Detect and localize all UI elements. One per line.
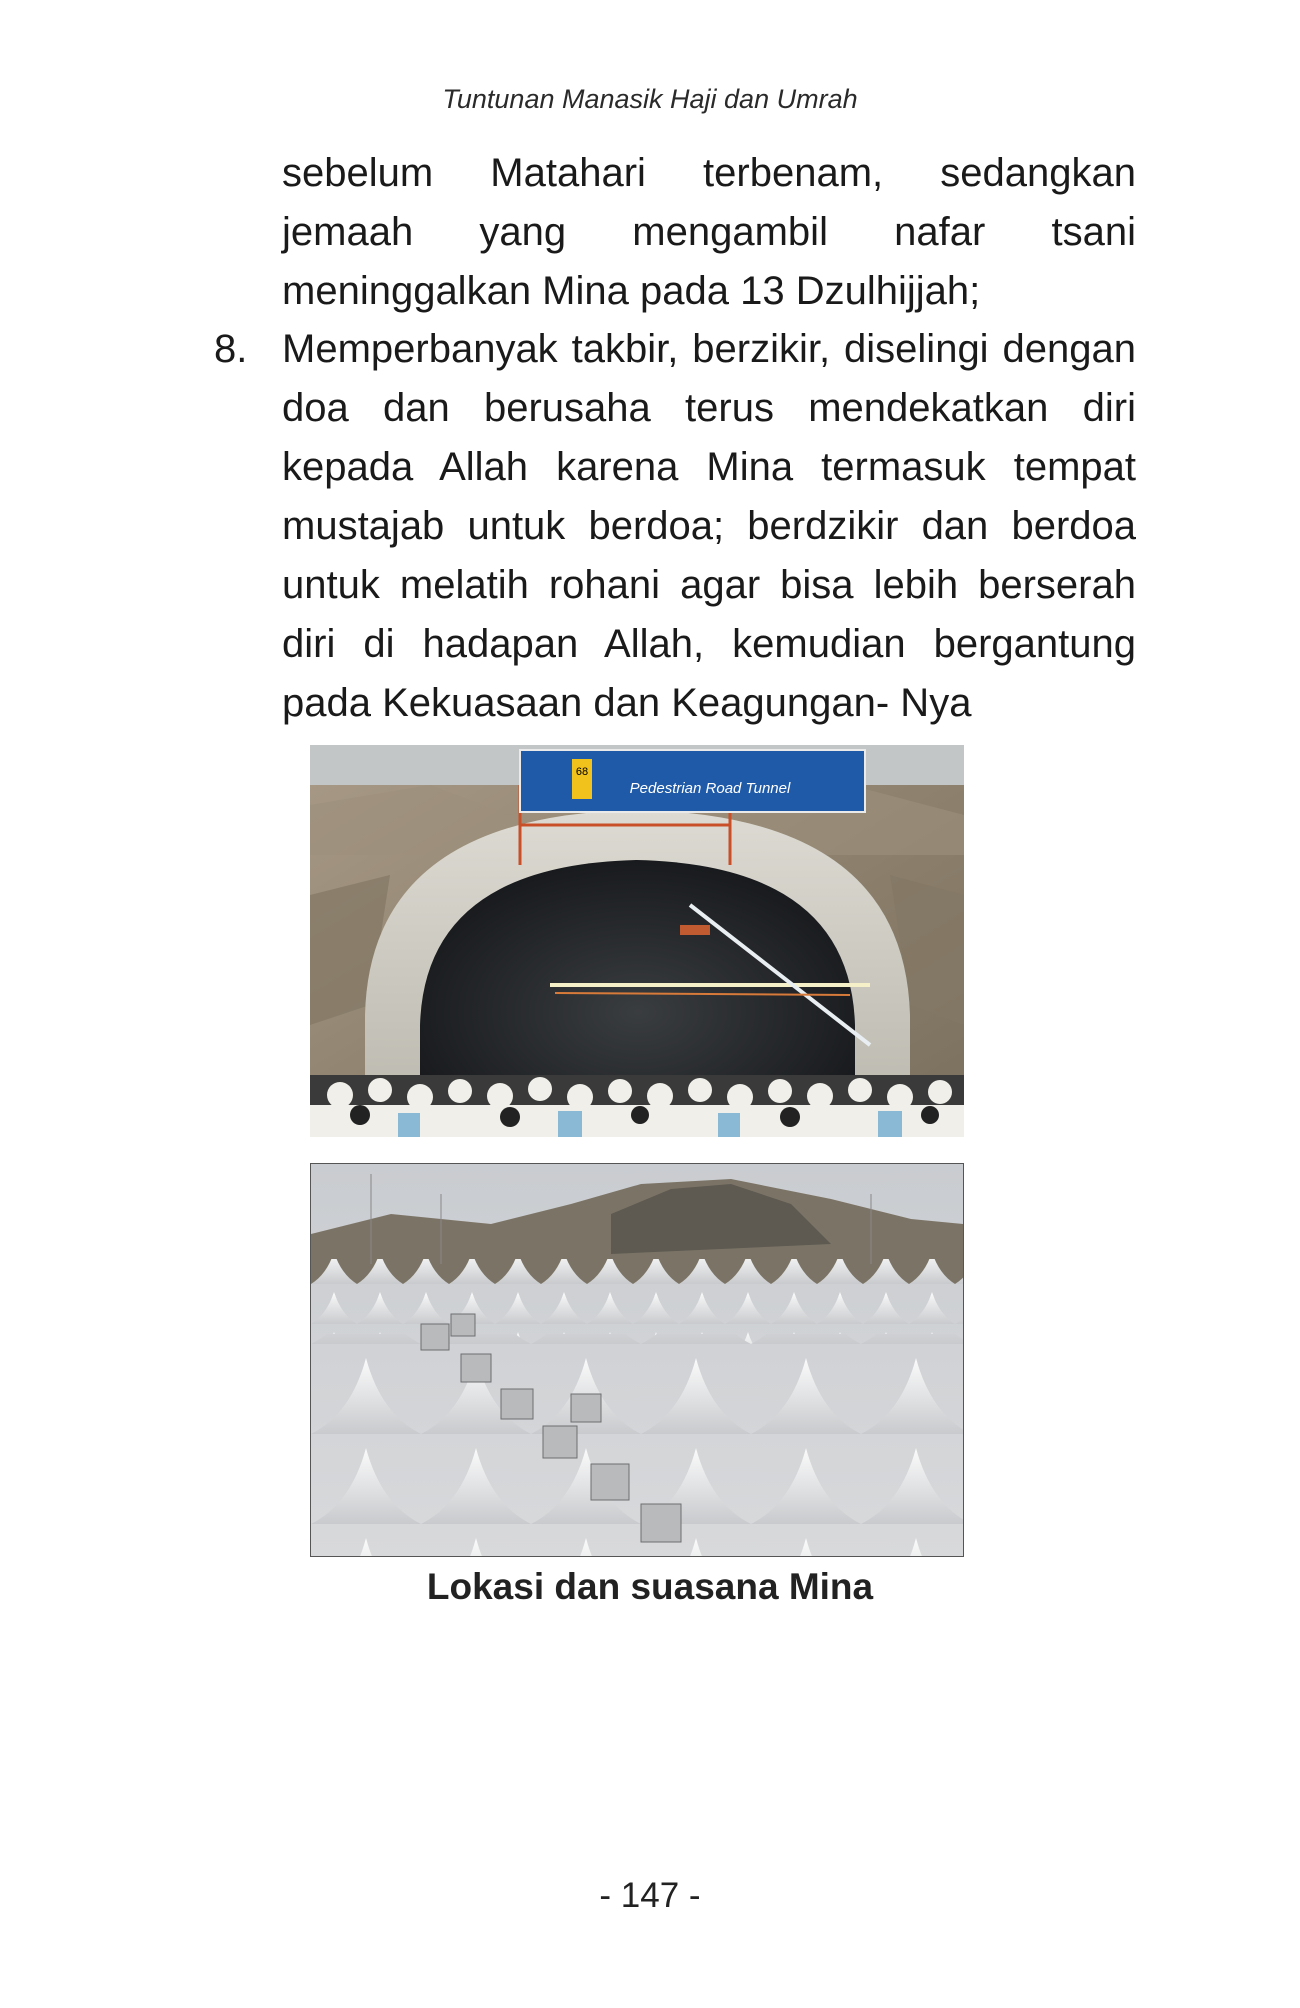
running-header: Tuntunan Manasik Haji dan Umrah xyxy=(442,84,858,114)
paragraph-continuation: sebelum Matahari terbenam, sedangkan jemaah yang mengambil nafar tsani meninggalkan Mina pada 13 Dzulhijjah; xyxy=(282,151,1136,313)
sign-number: 68 xyxy=(575,766,589,778)
list-item-text: Memperbanyak takbir, berzikir, diselingi dengan doa dan berusaha terus mendekatkan diri kepada Allah karena Mina termasuk tempat mustajab untuk berdoa; berdzikir dan berdoa untuk melatih rohani agar bisa lebih berserah diri di hadapan Allah, kemudian bergantung pada Kekuasaan dan Keagungan- Nya xyxy=(282,327,1136,725)
sign-text: Pedestrian Road Tunnel xyxy=(629,780,791,797)
page-number: - 147 - xyxy=(599,1876,701,1915)
figure-caption: Lokasi dan suasana Mina xyxy=(426,1566,874,1607)
tunnel-photo xyxy=(310,745,964,1137)
tents-photo xyxy=(310,1163,964,1557)
list-item-number: 8. xyxy=(214,327,248,371)
